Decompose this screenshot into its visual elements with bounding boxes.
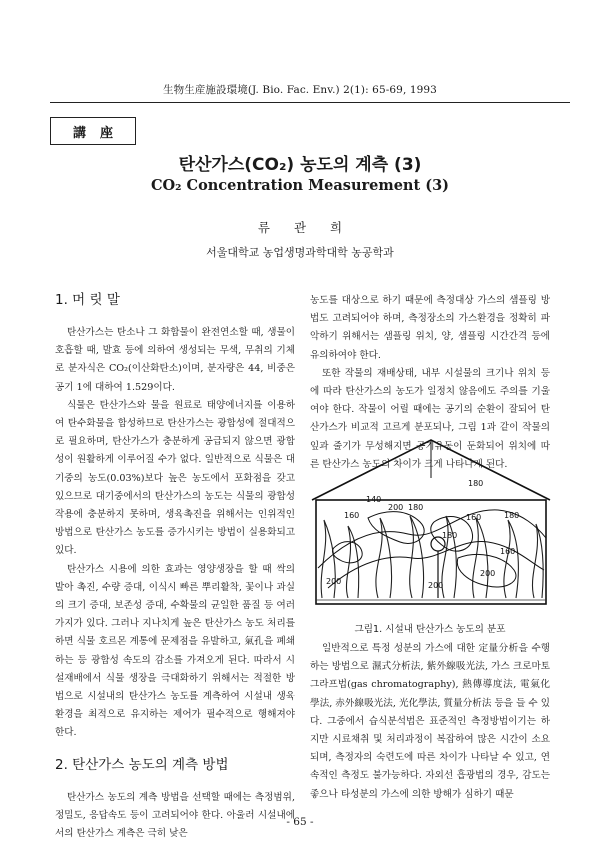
right-paragraph-2: 또한 작물의 재배상태, 내부 시설물의 크기나 위치 등에 따라 탄산가스의 농도가 일정치 않음에도 주의를 기울여야 한다. 작물이 어릴 때에는 공기의 순환이 잘되어 탄산가스가 비교적 고르게 분포되나, 그림 1과 같이 작물의 잎과 줄기가 무성해지면 공기유동이 둔화되어 위치에 따른 탄산가스 농도의 차이가 크게 나타나게 된다. bbox=[310, 367, 550, 470]
contour-label: 200 bbox=[480, 569, 496, 578]
section-2-paragraph-1: 탄산가스 농도의 계측 방법을 선택할 때에는 측정범위, 정밀도, 응답속도 등이 고려되어야 한다. 아울러 시설내에서의 탄산가스 계측은 극히 낮은 bbox=[55, 791, 295, 840]
right-column-bottom bbox=[310, 640, 550, 804]
journal-header: 生物生産施設環境(J. Bio. Fac. Env.) 2(1): 65-69, 1993 bbox=[163, 84, 437, 96]
contour-label: 180 bbox=[504, 511, 520, 520]
right-paragraph-1: 농도를 대상으로 하기 때문에 측정대상 가스의 샘플링 방법도 고려되어야 하며, 측정장소의 가스환경을 정확히 파악하기 위해서는 샘플링 위치, 양, 샘플링 시간간격 등에 유의하여야 한다. bbox=[310, 295, 550, 361]
greenhouse-co2-distribution-figure bbox=[308, 438, 554, 608]
section-2-title: 2. 탄산가스 농도의 계측 방법 bbox=[55, 756, 229, 773]
figure-caption: 그림1. 시설내 탄산가스 농도의 분포 bbox=[354, 624, 506, 635]
page-number: - 65 - bbox=[286, 816, 314, 828]
section-1-paragraph-3: 탄산가스 시용에 의한 효과는 영양생장을 할 때 싹의 발아 촉진, 수량 증대, 이식시 빠른 뿌리활착, 꽃이나 과실의 크기 증대, 보존성 증대, 수확물의 균일한 품질 등 여러가지가 있다. 그러나 지나치게 높은 탄산가스 농도 처리를 하면 식물 호르몬 계통에 문제점을 유발하고, 氣孔을 폐쇄하는 등 광합성 속도의 감소를 가져오게 된다. 따라서 시설재배에서 식물 생장을 극대화하기 위해서는 적절한 방법으로 시설내의 탄산가스 농도를 계측하여 시설내 생육환경을 최적으로 유지하는 제어가 필수적으로 행해져야 한다. bbox=[55, 563, 295, 739]
header-rule bbox=[50, 102, 570, 103]
contour-label: 180 bbox=[408, 503, 424, 512]
contour-label: 200 bbox=[326, 577, 342, 586]
contour-label: 160 bbox=[344, 511, 360, 520]
category-box: 講座 bbox=[50, 117, 136, 145]
contour-label: 160 bbox=[500, 547, 516, 556]
contour-label: 200 bbox=[388, 503, 404, 512]
left-column bbox=[55, 290, 295, 843]
author-affiliation: 서울대학교 농업생명과학대학 농공학과 bbox=[206, 246, 394, 259]
contour-label: 160 bbox=[466, 513, 482, 522]
author-name: 류 관 희 bbox=[257, 220, 353, 235]
contour-label: 180 bbox=[468, 479, 484, 488]
section-1-paragraph-2: 식물은 탄산가스와 물을 원료로 태양에너지를 이용하여 탄수화물을 합성하므로 탄산가스는 광합성에 절대적으로 필요하며, 탄산가스가 충분하게 공급되지 않으면 광합성이 원활하게 이루어질 수가 없다. 일반적으로 식물은 대기중의 농도(0.03%)보다 높은 농도에서 포화점을 갖고 있으므로 대기중에서의 탄산가스의 농도는 식물의 광합성작용에 충분하지 못하며, 생육촉진을 위해서는 인위적인 방법으로 탄산가스 농도를 증가시키는 방법이 실용화되고 있다. bbox=[55, 399, 295, 557]
title-korean: 탄산가스(CO₂) 농도의 계측 (3) bbox=[178, 155, 422, 175]
section-1-title: 1. 머 릿 말 bbox=[55, 292, 120, 308]
section-1-paragraph-1: 탄산가스는 탄소나 그 화합물이 완전연소할 때, 생물이 호흡할 때, 발효 등에 의하여 생성되는 무색, 무취의 기체로 분자식은 CO₂(이산화탄소)이며, 분자량은 44, 비중은 공기 1에 대하여 1.529이다. bbox=[55, 327, 295, 393]
contour-label: 200 bbox=[428, 581, 444, 590]
right-paragraph-3: 일반적으로 특정 성분의 가스에 대한 定量分析을 수행하는 방법으로 濕式分析法, 紫外線吸光法, 가스 크로마토그라프법(gas chromatography), 熱傳導度法, 電氣化學法, 赤外線吸光法, 光化學法, 質量分析法 등을 들 수 있다. 그중에서 습식분석법은 표준적인 측정방법이기는 하지만 시료채취 및 처리과정이 복잡하여 많은 시간이 소요되며, 측정자의 숙련도에 따른 차이가 나타날 수 있고, 연속적인 측정도 불가능하다. 자외선 흡광법의 경우, 감도는 좋으나 타성분의 가스에 의한 방해가 심하기 때문 bbox=[310, 643, 550, 800]
contour-label: 180 bbox=[442, 531, 458, 540]
contour-label: 140 bbox=[366, 495, 382, 504]
title-english: CO₂ Concentration Measurement (3) bbox=[150, 177, 450, 194]
